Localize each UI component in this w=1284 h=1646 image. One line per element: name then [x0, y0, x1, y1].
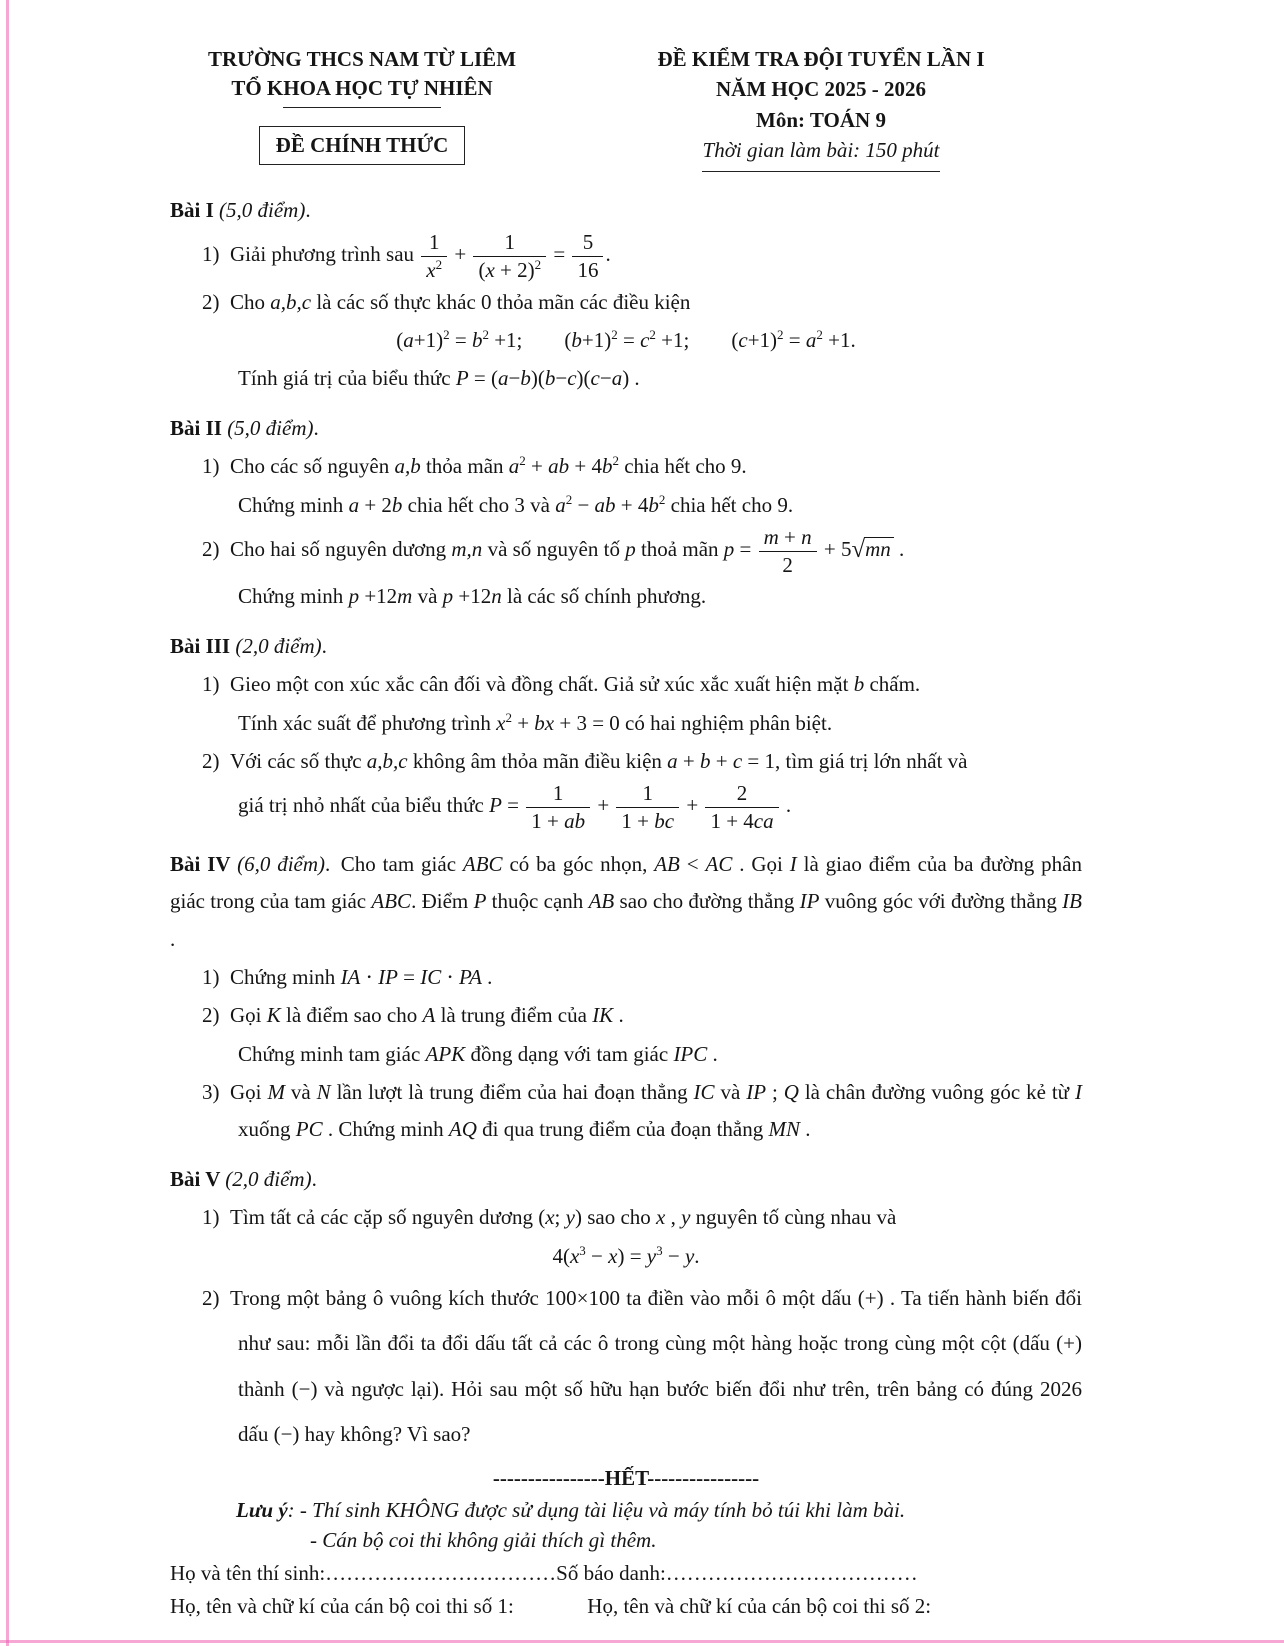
text-run: MN — [768, 1117, 800, 1142]
text-run: p — [348, 584, 360, 609]
math-superscript: 2 — [534, 256, 542, 272]
text-run: (6,0 điểm) — [237, 851, 326, 876]
continuation-line: Tính xác suất để phương trình $x^2$ + bx + 3 = 0 có hai nghiệm phân biệt. — [238, 709, 833, 735]
text-run: Bài V — [170, 1166, 226, 1191]
text-run: b — [601, 454, 613, 479]
problem-item-4-3: 3) Gọi M và N lần lượt là trung điểm của hai đoạn thẳng IC và IP ; Q là chân đường vuông góc kẻ từ I xuống PC . Chứng minh AQ đi qua trung điểm của đoạn thẳng MN . — [202, 1080, 1082, 1142]
text-run: a — [555, 492, 566, 517]
text-run: c — [590, 366, 600, 391]
text-run: AB — [588, 889, 615, 914]
text-run: p — [442, 584, 454, 609]
equation-line: $(a+1)^2 = b^2 +1$; $(b+1)^2 = c^2 +1$; $(c+1)^2 = a^2 +1$. — [396, 327, 856, 353]
school-year: NĂM HỌC 2025 - 2026 — [716, 77, 926, 102]
equation-line: $4(x^3 - x) = y^3 - y$. — [552, 1242, 700, 1268]
math-superscript: 2 — [658, 491, 666, 507]
text-run: c — [738, 328, 748, 353]
problem-item-1-1: 1) Giải phương trình sau $\frac{1}{x^2}$ + $\frac{1}{(x + 2)^2}$ = $\frac{5}{16}$ . — [202, 230, 611, 282]
school-name: TRƯỜNG THCS NAM TỪ LIÊM — [207, 47, 517, 71]
continuation-line: Chứng minh a + 2b chia hết cho 3 và $a^2$ − ab + $4b^2$ chia hết cho 9. — [238, 491, 794, 517]
text-run: N — [316, 1080, 331, 1105]
text-run: x — [426, 257, 436, 282]
scan-artifact-left — [6, 0, 9, 1646]
scan-artifact-bottom — [0, 1640, 1284, 1643]
text-run: ab — [594, 492, 616, 517]
math-fraction: $\frac{5}{16}$ — [572, 230, 603, 283]
text-run: Bài III — [170, 633, 236, 658]
duration-underline — [702, 171, 940, 172]
section-heading-bai-2: Bài II (5,0 điểm). — [170, 415, 319, 440]
text-run: y — [681, 1205, 691, 1230]
header-left — [170, 44, 554, 165]
text-run: IP — [378, 964, 398, 989]
math-superscript: 3 — [579, 1242, 586, 1258]
text-run: Q — [783, 1080, 799, 1105]
text-run: p — [723, 536, 735, 561]
text-run: APK — [425, 1041, 466, 1066]
text-run: (2,0 điểm) — [235, 633, 322, 658]
text-run: - Cán bộ coi thi không giải thích gì thêm. — [310, 1528, 657, 1553]
problem-item-3-2: 2) Với các số thực a,b,c không âm thỏa mãn điều kiện a + b + c = 1, tìm giá trị lớn nhất và — [202, 748, 968, 773]
text-run: x — [608, 1243, 618, 1268]
math-fraction: $\frac{1}{x^2}$ — [421, 230, 447, 283]
problem-item-5-2: 2) Trong một bảng ô vuông kích thước 100×100 ta điền vào mỗi ô một dấu (+) . Ta tiến hành biến đổi như sau: mỗi lần đổi ta đổi dấu tất cả các ô trong cùng một hàng hoặc trong cùng một cột (dấu (+) thành (−) và ngược lại). Hỏi sau một số hữu hạn bước biến đổi như trên, trên bảng có đúng 2026 dấu (−) hay không? Vì sao? — [202, 1285, 1082, 1447]
text-run: IC — [693, 1080, 715, 1105]
problem-item-5-1: 1) Tìm tất cả các cặp số nguyên dương (x; y) sao cho x , y nguyên tố cùng nhau và — [202, 1205, 897, 1230]
math-sqrt — [851, 528, 893, 572]
text-run: x — [496, 710, 506, 735]
problem-item-3-1: 1) Gieo một con xúc xắc cân đối và đồng chất. Giả sử xúc xắc xuất hiện mặt b chấm. — [202, 672, 921, 697]
text-run: (2,0 điểm) — [225, 1166, 312, 1191]
candidate-name-line: Họ và tên thí sinh:……………………………Số báo danh:……………………………… — [170, 1560, 918, 1585]
text-run: x — [545, 1205, 555, 1230]
text-run: b — [471, 328, 483, 353]
text-run: c — [732, 748, 743, 773]
section-heading-bai-5: Bài V (2,0 điểm). — [170, 1166, 317, 1191]
text-run: (5,0 điểm) — [227, 415, 314, 440]
continuation-line: Chứng minh tam giác APK đồng dạng với tam giác IPC . — [238, 1041, 718, 1066]
section-heading-bai-3: Bài III (2,0 điểm). — [170, 633, 327, 658]
note-line-2 — [170, 1525, 1082, 1555]
text-run: y — [646, 1243, 657, 1268]
text-run: K — [266, 1003, 281, 1028]
exam-footer — [170, 1463, 1082, 1622]
text-run: Bài IV — [170, 851, 238, 876]
math-superscript: 2 — [649, 327, 656, 343]
text-run: Lưu ý — [236, 1497, 288, 1522]
note-line-1 — [170, 1495, 1082, 1525]
text-run: c — [640, 328, 650, 353]
math-superscript: 2 — [612, 453, 619, 469]
exam-title: ĐỀ KIỂM TRA ĐỘI TUYỂN LẦN I — [657, 47, 985, 71]
text-run: b — [571, 328, 582, 353]
text-run: ca — [753, 809, 774, 834]
text-run: P — [489, 793, 502, 818]
math-superscript: 2 — [519, 453, 526, 469]
text-run: ab — [564, 809, 586, 834]
text-run: a — [611, 366, 623, 391]
math-superscript: 2 — [611, 327, 618, 343]
math-superscript: 2 — [435, 256, 443, 272]
text-run: AC — [705, 851, 733, 876]
text-run: m,n — [451, 536, 483, 561]
text-run: b — [391, 492, 403, 517]
department-name: TỔ KHOA HỌC TỰ NHIÊN — [231, 76, 493, 101]
text-run: IA — [340, 964, 361, 989]
duration-line: Thời gian làm bài: 150 phút — [702, 138, 940, 163]
text-run: a — [667, 748, 678, 773]
text-run: n — [801, 524, 812, 549]
text-run: y — [565, 1205, 575, 1230]
text-run: a — [403, 328, 414, 353]
radical-icon: √ — [851, 535, 866, 563]
text-run: AQ — [448, 1117, 477, 1142]
text-run: AB — [654, 851, 680, 876]
text-run: m — [397, 584, 413, 609]
text-run: bc — [654, 809, 675, 834]
math-fraction: $\frac{1}{1 + ab}$ — [526, 781, 590, 834]
text-run: a,b,c — [270, 289, 312, 314]
text-run: mn — [865, 536, 891, 561]
text-run: y — [684, 1243, 695, 1268]
text-run: IK — [592, 1003, 614, 1028]
text-run: IPC — [673, 1041, 708, 1066]
text-run: IP — [799, 889, 820, 914]
header — [170, 44, 1082, 172]
math-superscript: 2 — [482, 327, 489, 343]
math-fraction: $\frac{1}{1 + bc}$ — [616, 781, 679, 834]
text-run: ab — [548, 454, 570, 479]
text-run: I — [1075, 1080, 1082, 1105]
text-run: ABC — [462, 851, 503, 876]
text-run: b — [520, 366, 531, 391]
section-paragraph-bai-4: Bài IV (6,0 điểm). Cho tam giác ABC có ba góc nhọn, AB < AC . Gọi I là giao điểm của ba đường phân giác trong của tam giác ABC. Điểm P thuộc cạnh AB sao cho đường thẳng IP vuông góc với đường thẳng IB . — [170, 851, 1083, 951]
text-run: P — [473, 889, 487, 914]
problem-item-2-1: 1) Cho các số nguyên a,b thỏa mãn $a^2$ + ab + $4b^2$ chia hết cho 9. — [202, 453, 747, 479]
text-run: b — [648, 492, 659, 517]
text-run: a,b — [394, 454, 421, 479]
text-run: x — [569, 1243, 580, 1268]
text-run: Bài I — [170, 197, 220, 222]
math-superscript: 2 — [443, 327, 450, 343]
text-run: IP — [746, 1080, 767, 1105]
text-run: A — [422, 1003, 436, 1028]
text-run: IC — [420, 964, 442, 989]
text-run: c — [567, 366, 577, 391]
text-run: bx — [534, 710, 555, 735]
math-superscript: 2 — [565, 491, 573, 507]
text-run: ABC — [371, 889, 412, 914]
text-run: x — [485, 257, 495, 282]
text-run: a — [805, 328, 817, 353]
text-run: : - Thí sinh KHÔNG được sử dụng tài liệu và máy tính bỏ túi khi làm bài. — [287, 1497, 906, 1522]
math-superscript: 3 — [656, 1242, 663, 1258]
problem-item-4-2: 2) Gọi K là điểm sao cho A là trung điểm của IK . — [202, 1003, 624, 1028]
text-run: a,b,c — [366, 748, 408, 773]
problem-item-1-2: 2) Cho a,b,c là các số thực khác 0 thỏa mãn các điều kiện — [202, 289, 691, 314]
text-run: M — [267, 1080, 285, 1105]
math-superscript: 2 — [777, 327, 784, 343]
math-fraction: $\frac{2}{1 + 4ca}$ — [705, 781, 778, 834]
section-heading-bai-1: Bài I (5,0 điểm). — [170, 197, 311, 222]
problem-item-2-2: 2) Cho hai số nguyên dương m,n và số nguyên tố p thoả mãn p = $\frac{m + n}{2}$ + 5√mn . — [202, 524, 905, 577]
subject-line: Môn: TOÁN 9 — [756, 107, 886, 132]
text-run: n — [491, 584, 502, 609]
text-run: b — [699, 748, 711, 773]
math-fraction: $\frac{m + n}{2}$ — [759, 525, 817, 578]
math-fraction: $\frac{1}{(x + 2)^2}$ — [473, 230, 546, 283]
text-run: PA — [458, 964, 482, 989]
invigilator-line: Họ, tên và chữ kí của cán bộ coi thi số 1: Họ, tên và chữ kí của cán bộ coi thi số 2: — [170, 1594, 932, 1619]
text-run: b — [544, 366, 556, 391]
text-run: a — [348, 492, 360, 517]
text-run: I — [789, 851, 797, 876]
text-run: b — [853, 672, 865, 697]
math-superscript: 2 — [505, 709, 512, 725]
text-run: p — [625, 536, 636, 561]
text-run: a — [508, 454, 520, 479]
text-run: IB — [1062, 889, 1082, 914]
exam-body — [170, 192, 1082, 1458]
text-run: x — [656, 1205, 666, 1230]
continuation-line: giá trị nhỏ nhất của biểu thức P = $\frac{1}{1 + ab}$ + $\frac{1}{1 + bc}$ + $\frac{2}{1 + 4ca}$ . — [238, 781, 792, 834]
continuation-line: Tính giá trị của biểu thức P = (a−b)(b−c)(c−a) . — [238, 366, 640, 391]
text-run: Bài II — [170, 415, 228, 440]
text-run: m — [763, 524, 779, 549]
official-exam-box: ĐỀ CHÍNH THỨC — [259, 126, 466, 165]
problem-item-4-1: 1) Chứng minh IA ⋅ IP = IC ⋅ PA . — [202, 964, 493, 989]
text-run: (5,0 điểm) — [219, 197, 306, 222]
header-right — [554, 44, 1082, 172]
text-run: P — [455, 366, 469, 391]
text-run: a — [498, 366, 509, 391]
math-superscript: 2 — [816, 327, 823, 343]
end-marker: ----------------HẾT---------------- — [492, 1466, 760, 1491]
text-run: PC — [295, 1117, 323, 1142]
continuation-line: Chứng minh p +12m và p +12n là các số chính phương. — [238, 584, 707, 609]
